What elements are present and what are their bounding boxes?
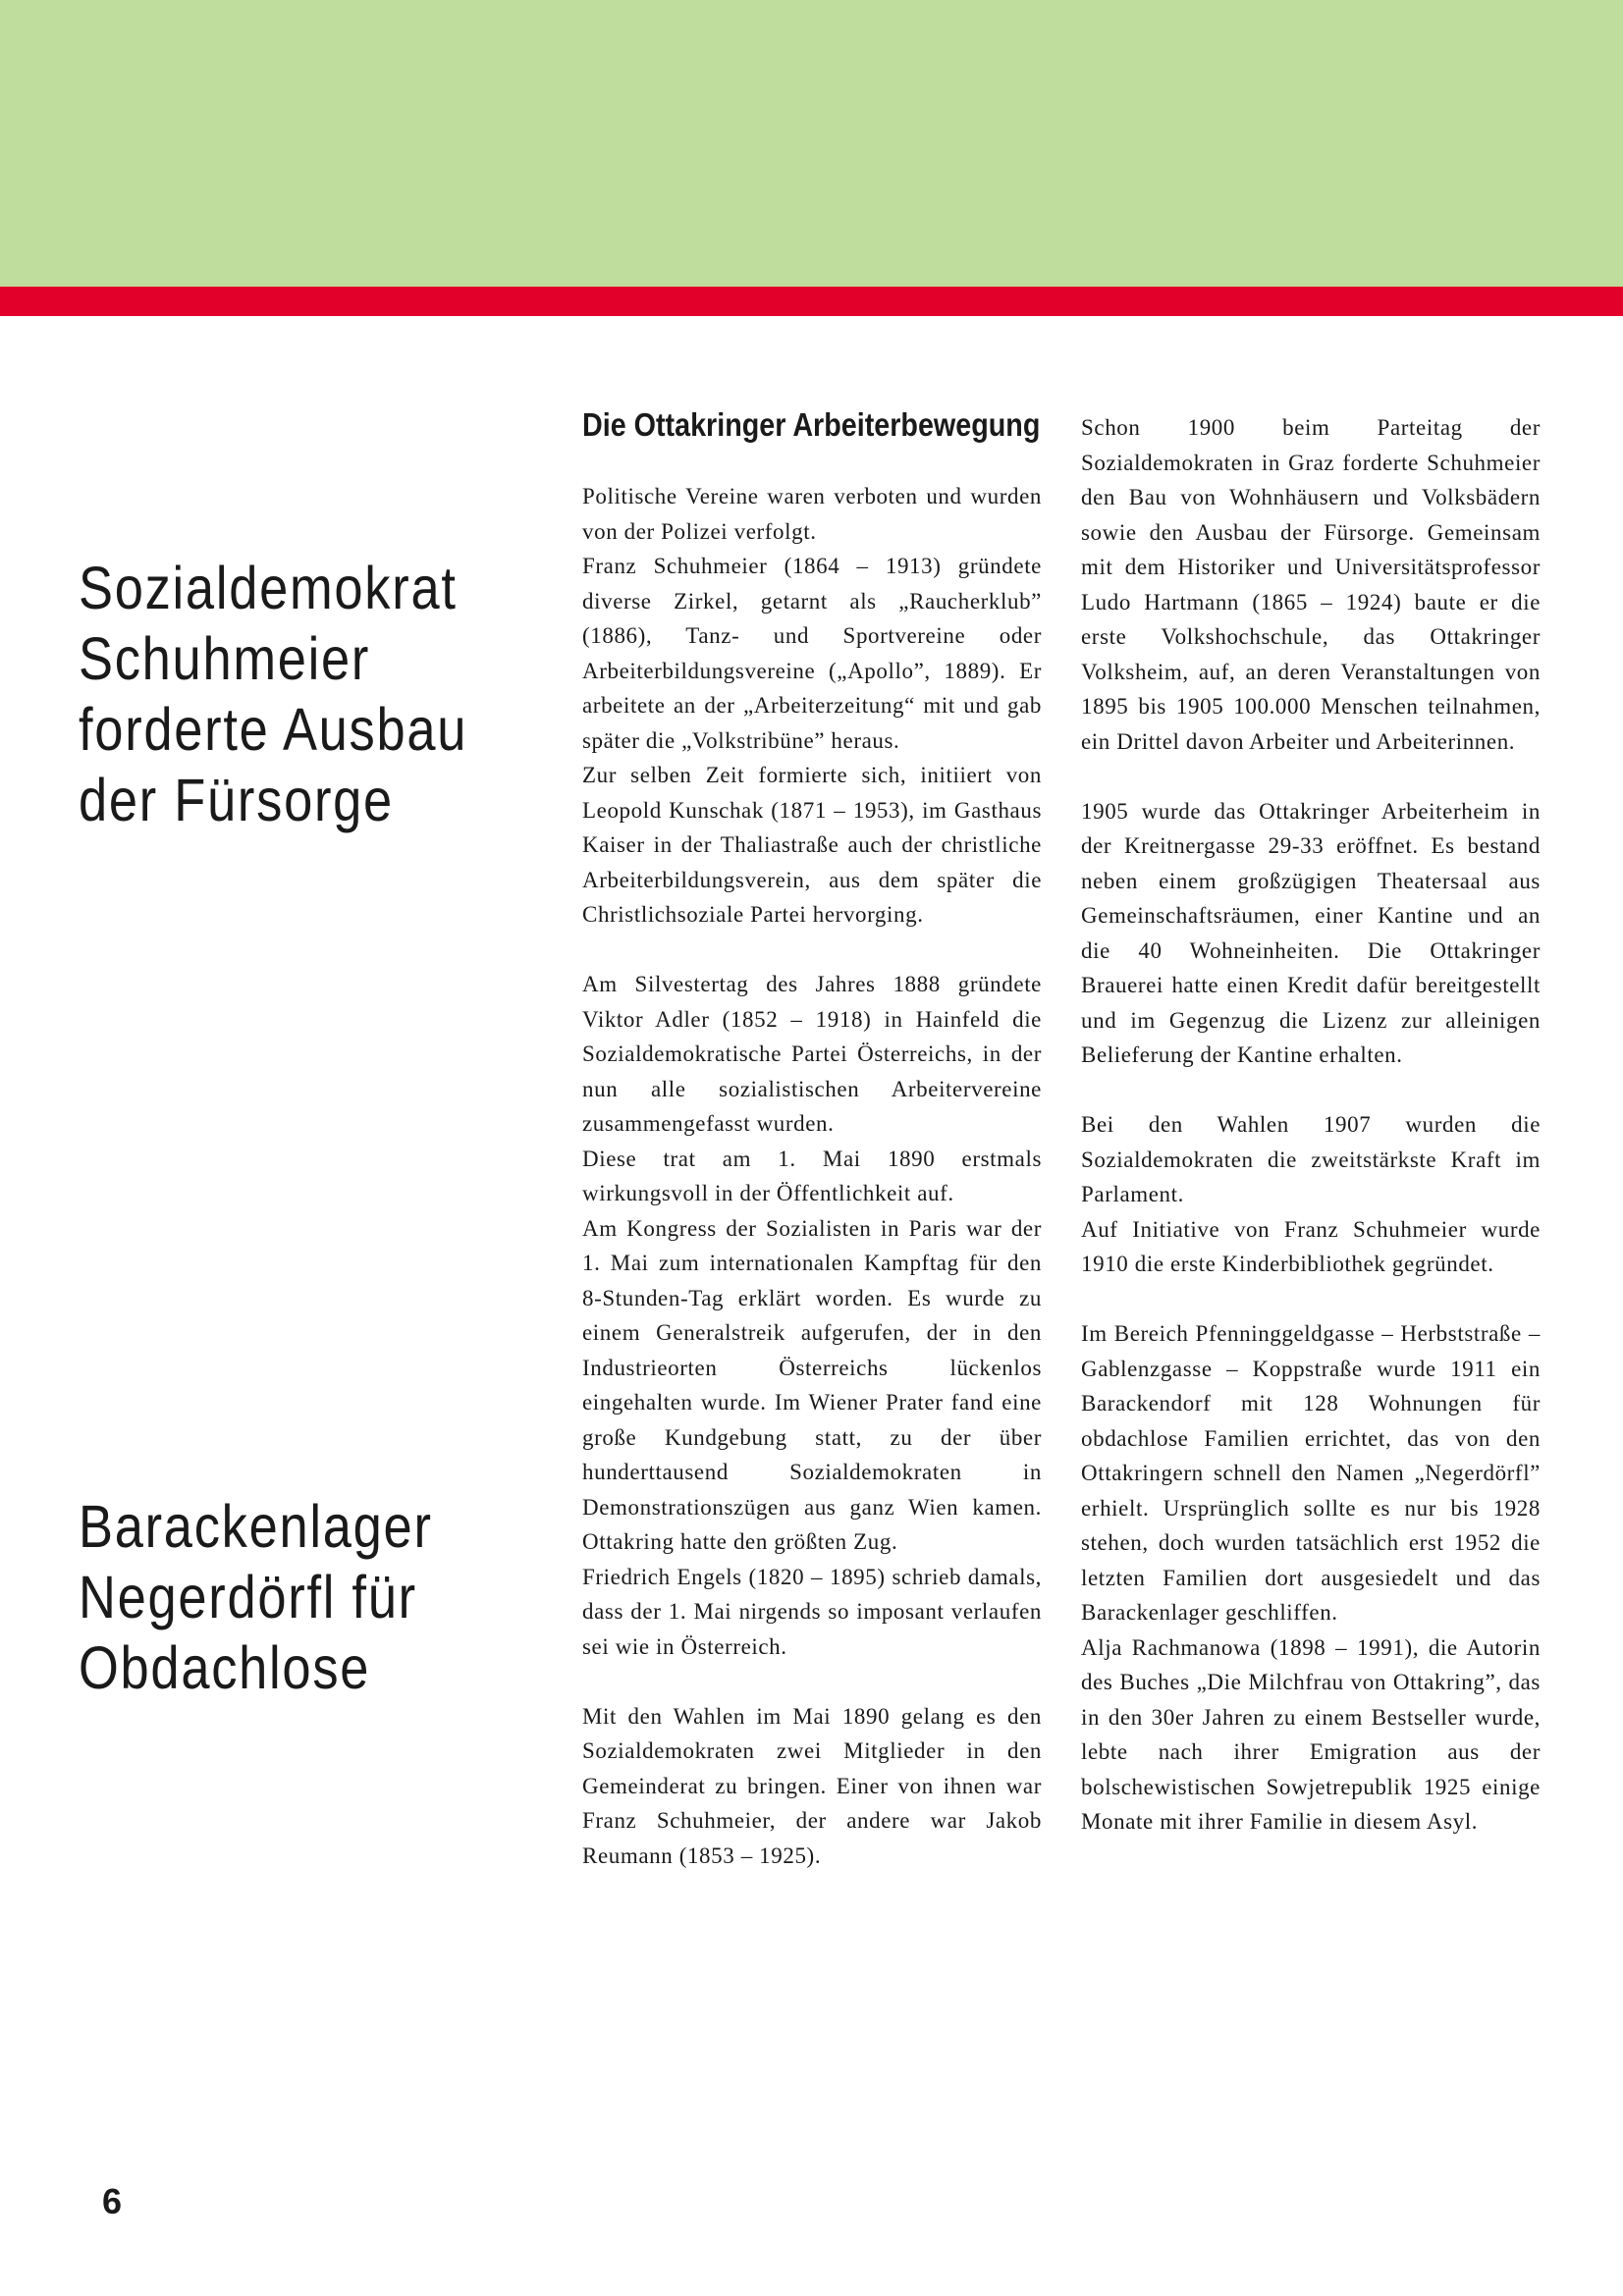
sidebar-heading-schuhmeier: [79, 553, 468, 835]
paragraph: Politische Vereine waren verboten und wurden von der Polizei verfolgt.: [582, 484, 1042, 544]
paragraph: Friedrich Engels (1820 – 1895) schrieb damals, dass der 1. Mai nirgends so imposant verlaufen sei wie in Österreich.: [582, 1564, 1042, 1659]
heading-line: Sozialdemokrat: [79, 555, 458, 621]
article-title: Die Ottakringer Arbeiterbewegung: [582, 406, 1041, 443]
article-column-left: [582, 404, 1042, 1873]
paragraph: Am Silvestertag des Jahres 1888 gründete Viktor Adler (1852 – 1918) in Hainfeld die Sozialdemokratische Partei Österreichs, in der nun alle sozialistischen Arbeitervereine zusammengefasst wurden.: [582, 972, 1042, 1136]
paragraph: Alja Rachmanowa (1898 – 1991), die Autorin des Buches „Die Milchfrau von Ottakring”, das in den 30er Jahren zu einem Bestseller wurde, lebte nach ihrer Emigration aus der bolschewistischen Sowjetrepublik 1925 einige Monate mit ihrer Familie in diesem Asyl.: [1081, 1634, 1541, 1834]
paragraph: 1905 wurde das Ottakringer Arbeiterheim in der Kreitnergasse 29-33 eröffnet. Es bestand neben einem großzügigen Theatersaal aus Gemeinschaftsräumen, einer Kantine und an die 40 Wohneinheiten. Die Ottakringer Brauerei hatte einen Kredit dafür bereitgestellt und im Gegenzug die Lizenz zur alleinigen Belieferung der Kantine erhalten.: [1081, 798, 1541, 1067]
heading-line: Schuhmeier: [79, 625, 371, 692]
paragraph: Am Kongress der Sozialisten in Paris war der 1. Mai zum internationalen Kampftag für den 8-Stunden-Tag erklärt worden. Es wurde zu einem Generalstreik aufgerufen, der in den Industrieorten Österreichs lückenlos eingehalten wurde. Im Wiener Prater fand eine große Kundgebung statt, zu der über hunderttausend Sozialdemokraten in Demonstrationszügen aus ganz Wien kamen. Ottakring hatte den größten Zug.: [582, 1215, 1042, 1554]
article-column-right: [1081, 404, 1541, 1840]
paragraph: Franz Schuhmeier (1864 – 1913) gründete diverse Zirkel, getarnt als „Raucherklub” (1886), Tanz- und Sportvereine oder Arbeiterbildungsvereine („Apollo”, 1889). Er arbeitete an der „Arbeiterzeitung“ mit und gab später die „Volkstribüne” heraus.: [582, 554, 1042, 753]
paragraph: Mit den Wahlen im Mai 1890 gelang es den Sozialdemokraten zwei Mitglieder in den Gemeinderat zu bringen. Einer von ihnen war Franz Schuhmeier, der andere war Jakob Reumann (1853 – 1925).: [582, 1703, 1042, 1868]
paragraph: Zur selben Zeit formierte sich, initiiert von Leopold Kunschak (1871 – 1953), im Gasthaus Kaiser in der Thaliastraße auch der christliche Arbeiterbildungsverein, aus dem später die Christlichsoziale Partei hervorging.: [582, 763, 1042, 927]
paragraph: Bei den Wahlen 1907 wurden die Sozialdemokraten die zweitstärkste Kraft im Parlament.: [1081, 1112, 1541, 1206]
header-green-band: [0, 0, 1623, 287]
paragraph: Im Bereich Pfenninggeldgasse – Herbststraße – Gablenzgasse – Koppstraße wurde 1911 ein Barackendorf mit 128 Wohnungen für obdachlose Familien errichtet, das von den Ottakringern schnell den Namen „Negerdörfl” erhielt. Ursprünglich sollte es nur bis 1928 stehen, doch wurden tatsächlich erst 1952 die letzten Familien dort ausgesiedelt und das Barackenlager geschliffen.: [1081, 1321, 1541, 1625]
header-red-stripe: [0, 287, 1623, 316]
heading-line: der Fürsorge: [79, 767, 394, 833]
heading-line: forderte Ausbau: [79, 696, 468, 763]
paragraph: Schon 1900 beim Parteitag der Sozialdemokraten in Graz forderte Schuhmeier den Bau von Wohnhäusern und Volksbädern sowie den Ausbau der Fürsorge. Gemeinsam mit dem Historiker und Universitätsprofessor Ludo Hartmann (1865 – 1924) baute er die erste Volkshochschule, das Ottakringer Volksheim, auf, an deren Veranstaltungen von 1895 bis 1905 100.000 Menschen teilnahmen, ein Drittel davon Arbeiter und Arbeiterinnen.: [1081, 415, 1541, 754]
paragraph: Auf Initiative von Franz Schuhmeier wurde 1910 die erste Kinderbibliothek gegründet.: [1081, 1216, 1541, 1276]
sidebar-heading-barackenlager: [79, 1491, 450, 1703]
heading-line: Negerdörfl für: [79, 1564, 417, 1630]
paragraph: Diese trat am 1. Mai 1890 erstmals wirkungsvoll in der Öffentlichkeit auf.: [582, 1146, 1042, 1205]
page-number: 6: [102, 2181, 123, 2221]
heading-line: Obdachlose: [79, 1634, 371, 1701]
heading-line: Barackenlager: [79, 1493, 433, 1560]
